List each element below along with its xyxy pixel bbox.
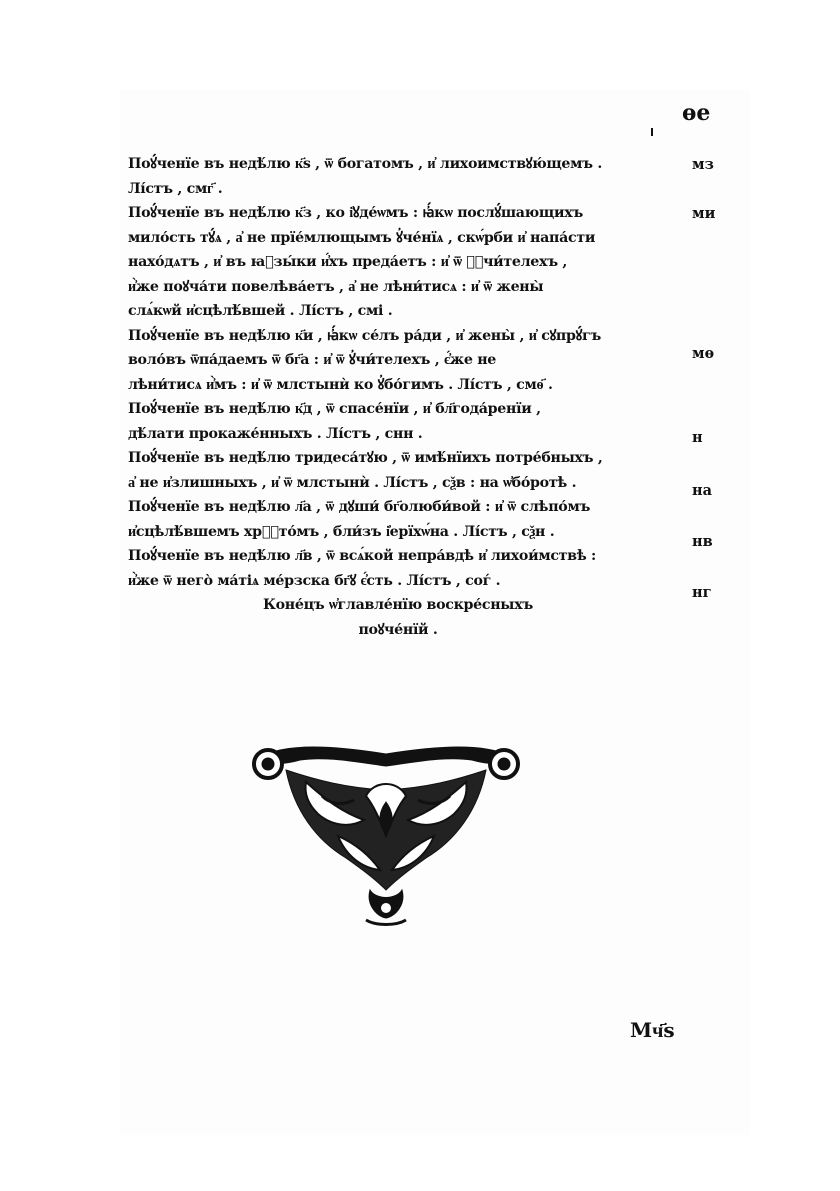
margin-number: мѳ <box>692 345 715 362</box>
text-line: Поꙋ́ченїе въ недѣ́лю л҃в , ѿ всѧ́кой непра́вдѣ и҆ лихои́мствѣ : <box>128 548 596 564</box>
text-line: Поꙋ́ченїе въ недѣ́лю к҃з , ко і҆ꙋде́ѡмъ : ꙗ҆́кѡ послꙋ́шающихъ <box>128 205 583 221</box>
text-line: лѣни́тисѧ и҆̀мъ : и҆ ѿ млcтынѝ ко ꙋ҆бо́гимъ . Лі́стъ , смѳ҃ . <box>128 376 553 393</box>
text-line: Поꙋ́ченїе въ недѣ́лю л҃а , ѿ дꙋши́ бг҃олюби́вой : и҆ ѿ слѣпо́мъ <box>128 499 591 515</box>
text-line: мило́сть тꙋ́ѧ , а҆ не прїе́млющымъ ꙋ҆че́нїѧ , скѡ́рби и҆ напа́сти <box>128 229 596 246</box>
tailpiece-ornament <box>246 740 526 930</box>
text-line: слѧ́кѡй и҆сцѣлѣ́вшей . Лі́стъ , смі . <box>128 303 393 319</box>
text-line: дѣ́лати прокаже́нныхъ . Лі́стъ , снн . <box>128 425 423 442</box>
margin-number: ми <box>692 205 716 222</box>
text-line: Поꙋ́ченїе въ недѣ́лю к҃ѕ , ѿ богатомъ , и҆ лихоимствꙋю́щемъ . <box>128 156 603 172</box>
table-of-contents <box>128 152 668 642</box>
text-line: нахо́дѧтъ , и҆ въ ꙗ҆зы́ки и҆́хъ преда́етъ : и҆ ѿ ꙋ҆чи́телехъ , <box>128 254 568 270</box>
text-line: и҆̀же ѿ него̀ ма́тіѧ ме́рзска бг҃ꙋ є҆́сть . Лі́стъ , соѓ . <box>128 572 501 589</box>
closing-line: поꙋче́нїй . <box>358 621 438 638</box>
margin-number: нг <box>692 584 712 601</box>
text-line: Лі́стъ , смг҃ . <box>128 180 223 197</box>
text-line: Поꙋ́ченїе въ недѣ́лю к҃д , ѿ спасе́нїи , и҆ бл҃года́ренїи , <box>128 401 541 417</box>
margin-number: мз <box>692 156 714 173</box>
page-number: ѳе <box>682 100 711 126</box>
closing-line: Коне́цъ ѡ҆главле́нїю воскре́сныхъ <box>263 597 533 613</box>
text-line: и҆̀же поꙋча́ти повелѣва́етъ , а҆ не лѣни́тисѧ : и҆ ѿ жены̀ <box>128 278 544 295</box>
margin-number: н <box>692 429 703 446</box>
text-line: и҆сцѣлѣ́вшемъ хрⷭ҇то́мъ , бли́зъ і҆ерїхѡ́на . Лі́стъ , сѯн . <box>128 523 555 540</box>
text-line: Поꙋ́ченїе въ недѣ́лю тридеса́тꙋю , ѿ имѣ́нїихъ потре́бныхъ , <box>128 450 603 466</box>
margin-number: нв <box>692 533 713 550</box>
signature-mark: Мч҃ѕ <box>630 1018 675 1042</box>
tick-mark <box>651 128 653 136</box>
text-line: а҆ не и҆злишныхъ , и҆ ѿ млcтынѝ . Лі́стъ , сѯв : на ѡ҆бо́ротѣ . <box>128 474 577 491</box>
margin-number: на <box>692 482 713 499</box>
text-line: Поꙋ́ченїе въ недѣ́лю к҃и , ꙗ҆́кѡ се́лъ ра́ди , и҆ жены̀ , и҆ сꙋпрꙋ́гъ <box>128 327 601 344</box>
text-line: воло́въ ѿпа́даемъ ѿ бг҃а : и҆ ѿ ꙋ҆чи́телехъ , є҆́же не <box>128 352 497 368</box>
